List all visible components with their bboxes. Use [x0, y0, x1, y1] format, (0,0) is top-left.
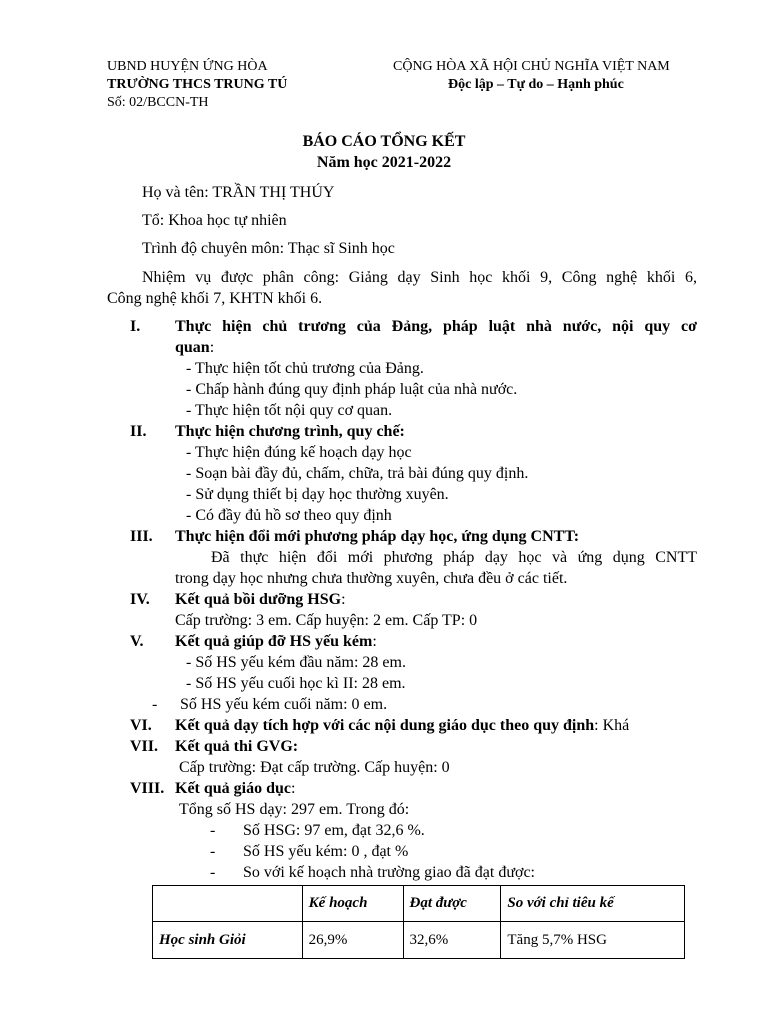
section-5-title: Kết quả giúp đỡ HS yếu kém	[175, 633, 373, 650]
section-4-title: Kết quả bồi dưỡng HSG	[175, 591, 342, 608]
section-3-title: Thực hiện đổi mới phương pháp dạy học, ứng dụng CNTT:	[175, 528, 580, 545]
section-8-line: Tổng số HS dạy: 297 em. Trong đó:	[179, 801, 410, 818]
table-cell: 32,6%	[403, 922, 501, 959]
section-1-title: Thực hiện chủ trương của Đảng, pháp luật nhà nước, nội quy cơ	[175, 318, 697, 335]
table-cell: Học sinh Giỏi	[153, 922, 303, 959]
section-2-item: - Thực hiện đúng kế hoạch dạy học	[186, 444, 412, 461]
table-header-row	[153, 886, 685, 922]
section-1-item: - Thực hiện tốt nội quy cơ quan.	[186, 402, 393, 419]
document-number: Số: 02/BCCN-TH	[107, 95, 209, 110]
section-8-item: Số HS yếu kém: 0 , đạt %	[243, 843, 409, 860]
section-4-number: IV.	[130, 591, 150, 608]
section-3-line-1: Đã thực hiện đổi mới phương pháp dạy học và ứng dụng CNTT	[211, 549, 697, 566]
section-8-item: Số HSG: 97 em, đạt 32,6 %.	[243, 822, 425, 839]
org-name: UBND HUYỆN ỨNG HÒA	[107, 59, 268, 74]
section-5-item: - Số HS yếu kém đầu năm: 28 em.	[186, 654, 406, 671]
section-5-colon: :	[372, 633, 377, 650]
section-7-title: Kết quả thi GVG:	[175, 738, 299, 755]
section-2-title: Thực hiện chương trình, quy chế:	[175, 423, 405, 440]
section-5-number: V.	[130, 633, 144, 650]
section-2-number: II.	[130, 423, 147, 440]
table-header-cell: So với chỉ tiêu kế	[501, 886, 685, 922]
teacher-name: Họ và tên: TRẦN THỊ THÚY	[142, 184, 335, 201]
section-7-number: VII.	[130, 738, 159, 755]
section-8-dash: -	[210, 843, 216, 860]
section-4-line: Cấp trường: 3 em. Cấp huyện: 2 em. Cấp TP: 0	[175, 612, 478, 629]
section-4-colon: :	[341, 591, 346, 608]
section-1-item: - Thực hiện tốt chủ trương của Đảng.	[186, 360, 424, 377]
duty-line-1: Nhiệm vụ được phân công: Giảng dạy Sinh học khối 9, Công nghệ khối 6,	[142, 269, 697, 286]
section-2-item: - Có đầy đủ hồ sơ theo quy định	[186, 507, 392, 524]
section-8-dash: -	[210, 822, 216, 839]
section-6-result: : Khá	[594, 717, 630, 734]
section-7-line: Cấp trường: Đạt cấp trường. Cấp huyện: 0	[179, 759, 450, 776]
section-8-item: So với kế hoạch nhà trường giao đã đạt được:	[243, 864, 535, 881]
section-3-number: III.	[130, 528, 153, 545]
section-2-item: - Soạn bài đầy đủ, chấm, chữa, trả bài đúng quy định.	[186, 465, 529, 482]
section-1-item: - Chấp hành đúng quy định pháp luật của nhà nước.	[186, 381, 518, 398]
nation-name: CỘNG HÒA XÃ HỘI CHỦ NGHĨA VIỆT NAM	[393, 59, 670, 74]
section-1-title-end: quan	[175, 339, 210, 356]
section-5-dash: -	[152, 696, 158, 713]
section-2-item: - Sử dụng thiết bị dạy học thường xuyên.	[186, 486, 449, 503]
section-1-number: I.	[130, 318, 141, 335]
section-5-item: - Số HS yếu cuối học kì II: 28 em.	[186, 675, 406, 692]
section-8-colon: :	[291, 780, 296, 797]
school-year: Năm học 2021-2022	[316, 154, 452, 171]
results-table	[152, 885, 685, 959]
table-header-cell: Kế hoạch	[302, 886, 403, 922]
table-cell: Tăng 5,7% HSG	[501, 922, 685, 959]
section-8-dash: -	[210, 864, 216, 881]
teacher-degree: Trình độ chuyên môn: Thạc sĩ Sinh học	[142, 240, 395, 257]
section-8-title: Kết quả giáo dục	[175, 780, 292, 797]
teacher-group: Tổ: Khoa học tự nhiên	[142, 212, 287, 229]
section-6-number: VI.	[130, 717, 152, 734]
table-cell: 26,9%	[302, 922, 403, 959]
section-6-title: Kết quả dạy tích hợp với các nội dung giáo dục theo quy định	[175, 717, 595, 734]
table-header-cell: Đạt được	[403, 886, 501, 922]
duty-line-2: Công nghệ khối 7, KHTN khối 6.	[107, 290, 323, 307]
report-title: BÁO CÁO TỔNG KẾT	[302, 133, 466, 150]
section-8-number: VIII.	[130, 780, 165, 797]
table-header-cell	[153, 886, 303, 922]
section-3-line-2: trong dạy học nhưng chưa thường xuyên, chưa đều ở các tiết.	[175, 570, 568, 587]
table-row	[153, 922, 685, 959]
section-5-last-item: Số HS yếu kém cuối năm: 0 em.	[180, 696, 388, 713]
nation-motto: Độc lập – Tự do – Hạnh phúc	[448, 77, 624, 92]
school-name: TRƯỜNG THCS TRUNG TÚ	[107, 77, 288, 92]
section-1-colon: :	[209, 339, 215, 356]
